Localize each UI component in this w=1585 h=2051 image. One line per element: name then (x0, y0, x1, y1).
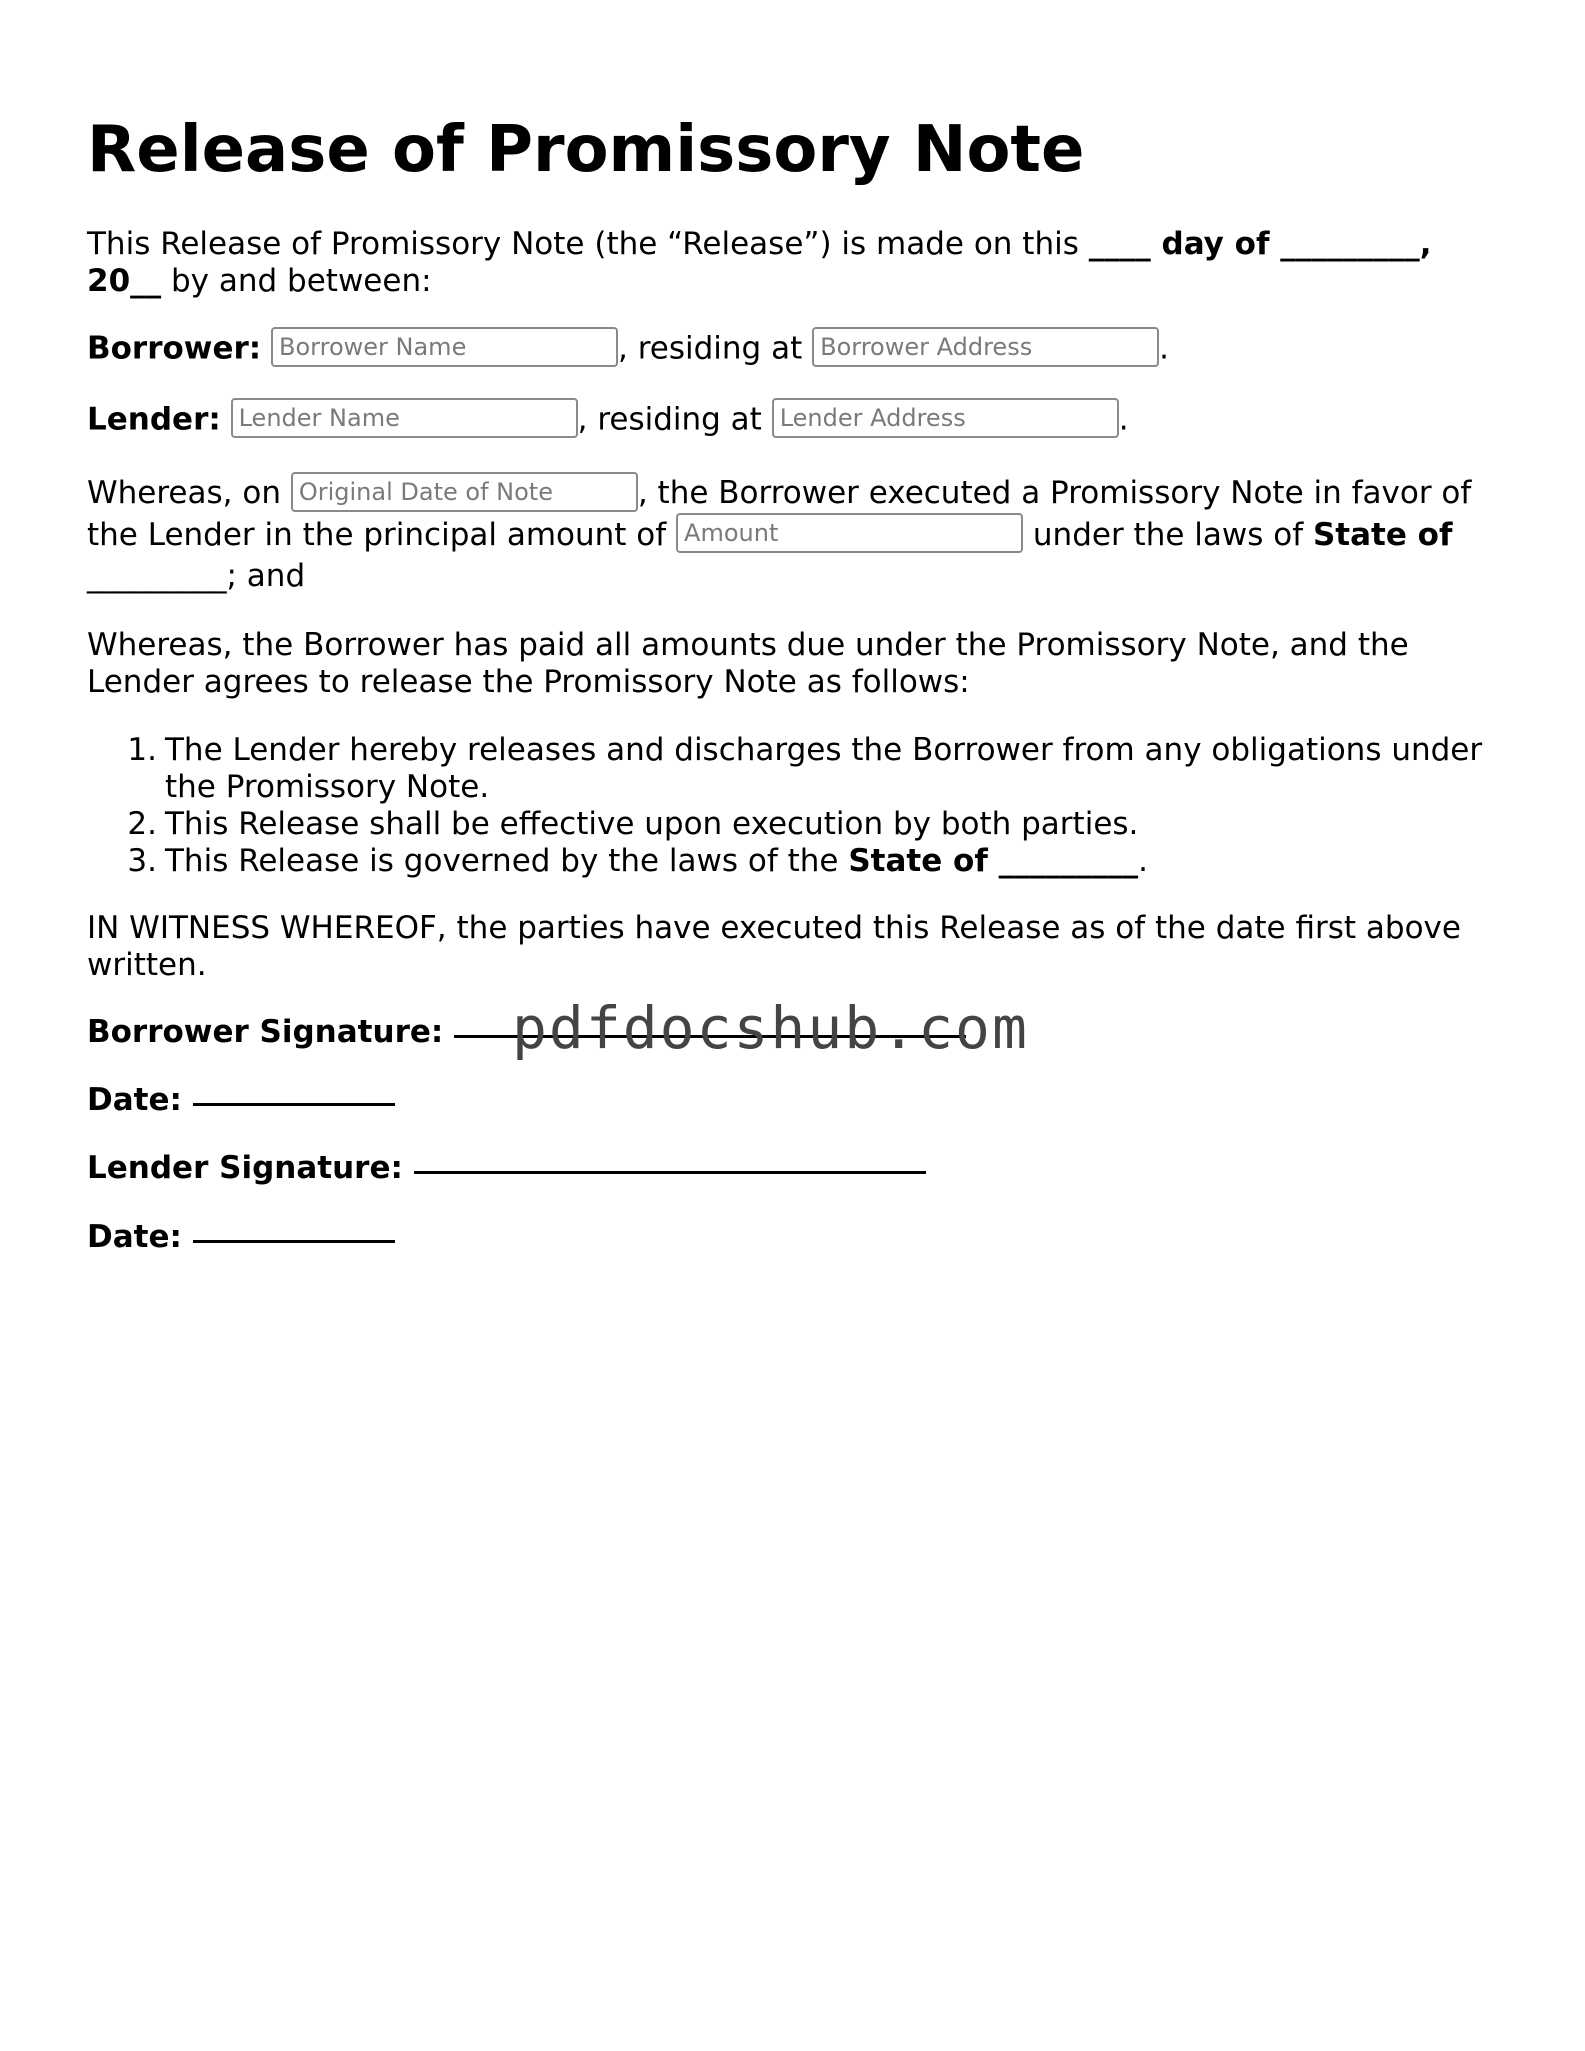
whereas1-line2-suffix: under the laws of (1023, 516, 1313, 553)
lender-end: . (1118, 401, 1129, 438)
term-text: This Release is governed by the laws of the (165, 843, 849, 879)
lender-label: Lender: (87, 401, 221, 438)
terms-list (87, 732, 1507, 880)
date1-line[interactable] (193, 1103, 395, 1106)
term-state-of: State of _________ (848, 843, 1139, 879)
borrower-name-input[interactable] (271, 327, 618, 367)
whereas2-line2: Lender agrees to release the Promissory Note as follows: (87, 664, 970, 700)
lender-row (87, 401, 1507, 441)
whereas1-line3-blank: _________ (87, 558, 227, 594)
lender-address-input[interactable] (772, 398, 1119, 438)
borrower-residing-text: , residing at (618, 330, 813, 367)
whereas1-line2-prefix: the Lender in the principal amount of (87, 516, 677, 553)
amount-input[interactable] (676, 513, 1023, 553)
intro-year: 20__ (87, 263, 162, 299)
whereas1-state-of: State of (1312, 516, 1453, 553)
lender-name-input[interactable] (231, 398, 578, 438)
borrower-row (87, 330, 1507, 370)
intro-paragraph (87, 226, 1507, 300)
date1-label: Date: (87, 1082, 182, 1118)
whereas1-prefix: Whereas, on (87, 475, 291, 511)
intro-day-blank: ____ (1088, 226, 1151, 262)
term-number: 1. (127, 732, 157, 768)
list-item (87, 806, 1507, 843)
witness-line2: written. (87, 947, 207, 983)
whereas-paid-paragraph (87, 627, 1507, 701)
whereas1-mid: , the Borrower executed a Promissory Note in favor of (637, 475, 1472, 511)
intro-prefix: This Release of Promissory Note (the “Release”) is made on this (87, 226, 1089, 262)
intro-day-of: day of _________, (1150, 226, 1432, 262)
list-item (87, 843, 1507, 880)
list-item (87, 732, 1507, 806)
lender-signature-line[interactable] (414, 1171, 926, 1174)
lender-residing-text: , residing at (577, 401, 772, 438)
date1-row (87, 1082, 395, 1119)
witness-line1: IN WITNESS WHEREOF, the parties have executed this Release as of the date first above (87, 910, 1461, 946)
lender-signature-row (87, 1150, 926, 1187)
date2-line[interactable] (193, 1240, 395, 1243)
whereas1-line3-end: ; and (226, 558, 306, 594)
date2-label: Date: (87, 1219, 182, 1255)
document-title: Release of Promissory Note (87, 113, 1085, 187)
borrower-label: Borrower: (87, 330, 262, 367)
whereas-note-paragraph (87, 473, 1507, 597)
term-text: This Release shall be effective upon execution by both parties. (165, 806, 1139, 842)
term-text: The Lender hereby releases and discharges the Borrower from any obligations under the Promissory Note. (165, 732, 1483, 805)
lender-signature-label: Lender Signature: (87, 1150, 403, 1186)
borrower-address-input[interactable] (812, 327, 1159, 367)
whereas2-line1: Whereas, the Borrower has paid all amounts due under the Promissory Note, and the (87, 627, 1409, 663)
borrower-end: . (1159, 330, 1169, 367)
term-number: 3. (127, 843, 157, 879)
date2-row (87, 1219, 395, 1256)
borrower-signature-label: Borrower Signature: (87, 1014, 444, 1050)
witness-paragraph (87, 910, 1507, 984)
term-number: 2. (127, 806, 157, 842)
intro-suffix: by and between: (161, 263, 432, 299)
watermark-text: pdfdocshub.com (512, 994, 1029, 1062)
original-date-input[interactable] (291, 472, 638, 512)
term-end: . (1138, 843, 1148, 879)
